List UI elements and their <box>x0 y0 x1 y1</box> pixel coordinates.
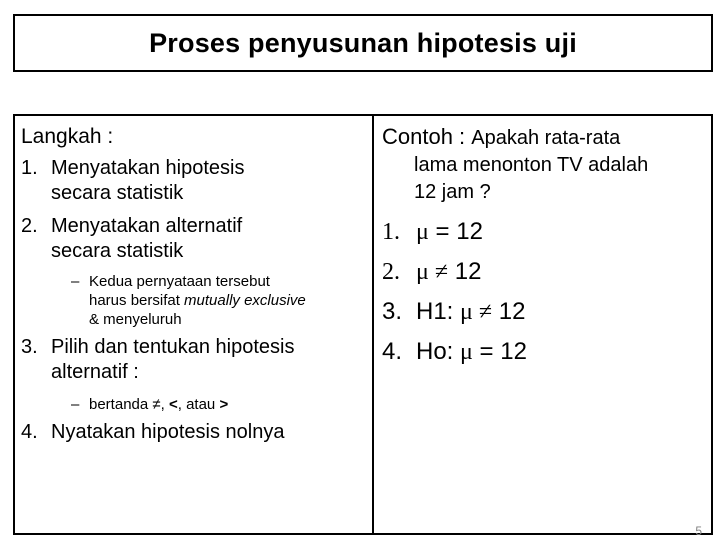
example-item <box>382 332 711 372</box>
sub-dash: – <box>71 273 80 290</box>
example-text: 12 <box>492 298 526 325</box>
sub-text: Kedua pernyataan tersebut <box>89 273 270 290</box>
step-text: Nyatakan hipotesis nolnya <box>51 421 285 443</box>
step-item <box>21 156 370 206</box>
example-number: 2. <box>382 259 400 285</box>
sub-text: & menyeluruh <box>89 311 182 328</box>
example-question: lama menonton TV adalah <box>414 154 649 176</box>
mu-symbol: μ <box>416 219 429 245</box>
example-number: 3. <box>382 298 403 325</box>
step-item <box>21 335 370 414</box>
example-text: H1: <box>416 298 461 325</box>
steps-column <box>15 116 370 533</box>
example-text: Ho: <box>416 338 461 365</box>
example-text: 12 <box>448 258 482 285</box>
step-number: 1. <box>21 157 38 179</box>
example-text: = 12 <box>472 338 527 365</box>
example-number: 4. <box>382 338 403 365</box>
not-equal-symbol: ≠ <box>152 396 161 413</box>
examples-list <box>382 212 711 372</box>
sub-text: bertanda <box>89 396 153 413</box>
sub-point <box>71 395 370 414</box>
mu-symbol: μ ≠ <box>460 299 493 325</box>
title-box <box>13 14 713 72</box>
example-number: 1. <box>382 219 400 245</box>
step-item <box>21 420 370 445</box>
sub-text-italic: mutually exclusive <box>184 292 306 309</box>
example-item <box>382 212 711 252</box>
example-label: Contoh : <box>382 124 472 149</box>
sub-text: harus bersifat <box>89 292 185 309</box>
less-than-symbol: < <box>168 396 178 413</box>
step-number: 4. <box>21 421 38 443</box>
steps-list <box>21 156 370 445</box>
step-text: Menyatakan alternatif <box>51 215 243 237</box>
example-item <box>382 292 711 332</box>
slide-title: Proses penyusunan hipotesis uji <box>149 27 577 58</box>
sub-text: , <box>160 396 169 413</box>
step-number: 2. <box>21 215 38 237</box>
step-text: Menyatakan hipotesis <box>51 157 245 179</box>
example-text: = 12 <box>428 218 483 245</box>
step-text: secara statistik <box>51 240 184 262</box>
step-text: alternatif : <box>51 361 139 383</box>
page-number: 5 <box>695 524 702 538</box>
greater-than-symbol: > <box>219 396 229 413</box>
mu-symbol: μ <box>460 339 473 365</box>
step-number: 3. <box>21 336 38 358</box>
mu-symbol: μ ≠ <box>416 259 449 285</box>
example-item <box>382 252 711 292</box>
sub-dash: – <box>71 396 80 413</box>
step-text: secara statistik <box>51 182 184 204</box>
example-question: Apakah rata-rata <box>471 127 621 149</box>
example-heading <box>382 122 711 152</box>
steps-heading: Langkah : <box>21 125 114 148</box>
step-text: Pilih dan tentukan hipotesis <box>51 336 295 358</box>
sub-point <box>71 272 370 329</box>
content-table <box>13 114 713 535</box>
sub-text: , atau <box>177 396 220 413</box>
step-item <box>21 214 370 329</box>
example-question: 12 jam ? <box>414 181 491 203</box>
example-column <box>374 116 711 533</box>
